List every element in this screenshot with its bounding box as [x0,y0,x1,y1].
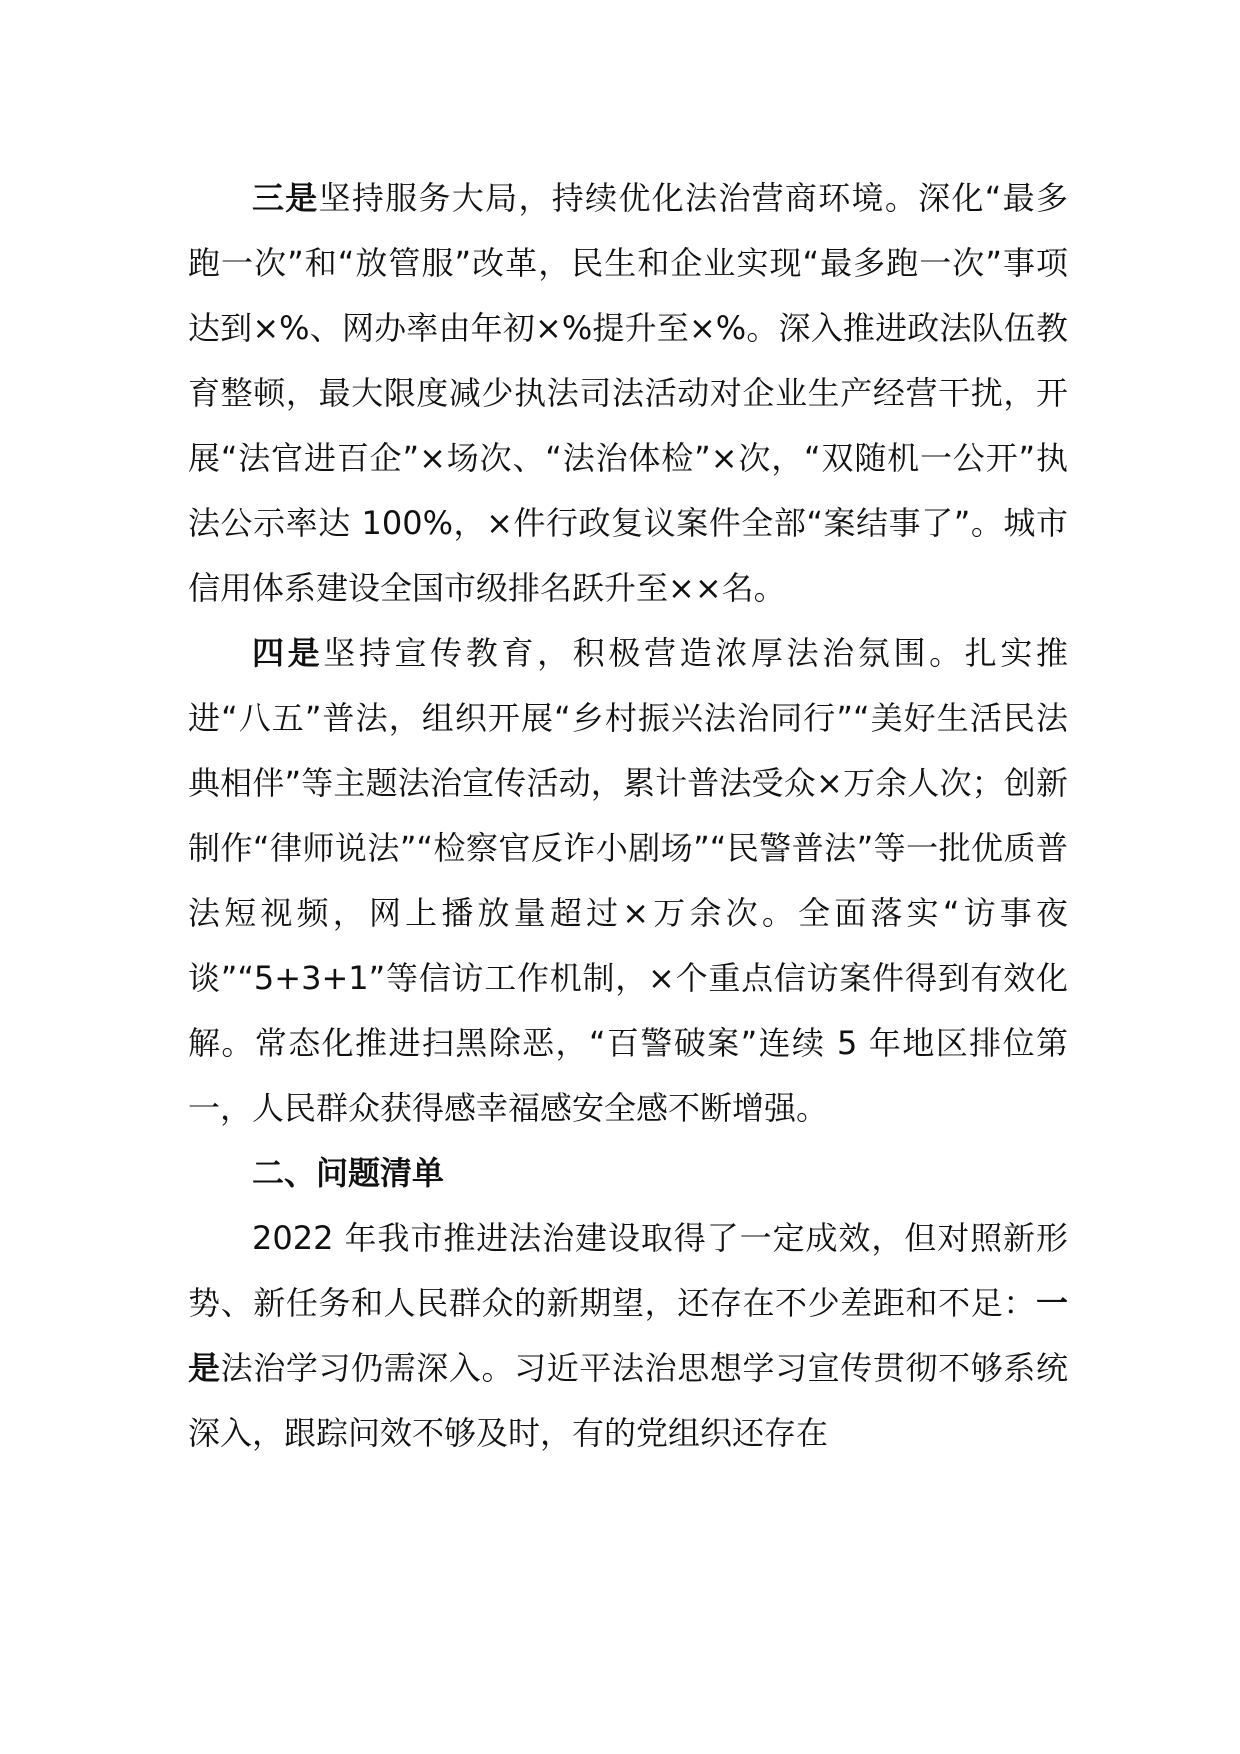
section-heading: 二、问题清单 [252,1154,445,1192]
document-body [188,166,1068,1466]
paragraph-problem-list [188,1206,1068,1466]
paragraph-text: 2022 年我市推进法治建设取得了一定成效，但对照新形势、新任务和人民群众的新期望，还存在不少差距和不足： [188,1219,1068,1322]
paragraph-lead: 四是 [252,634,324,672]
paragraph-text: 坚持宣传教育，积极营造浓厚法治氛围。扎实推进“八五”普法，组织开展“乡村振兴法治同行”“美好生活民法典相伴”等主题法治宣传活动，累计普法受众×万余人次；创新制作“律师说法”“检察官反诈小剧场”“民警普法”等一批优质普法短视频，网上播放量超过×万余次。全面落实“访事夜谈”“5+3+1”等信访工作机制，×个重点信访案件得到有效化解。常态化推进扫黑除恶，“百警破案”连续 5 年地区排位第一，人民群众获得感幸福感安全感不断增强。 [188,634,1068,1127]
paragraph-text: 法治学习仍需深入。习近平法治思想学习宣传贯彻不够系统深入，跟踪问效不够及时，有的党组织还存在 [188,1349,1068,1452]
paragraph-publicity-education [188,621,1068,1141]
paragraph-lead: 一是 [188,1284,1068,1387]
paragraph-business-environment [188,166,1068,621]
paragraph-text: 坚持服务大局，持续优化法治营商环境。深化“最多跑一次”和“放管服”改革，民生和企业实现“最多跑一次”事项达到×%、网办率由年初×%提升至×%。深入推进政法队伍教育整顿，最大限度减少执法司法活动对企业生产经营干扰，开展“法官进百企”×场次、“法治体检”×次，“双随机一公开”执法公示率达 100%，×件行政复议案件全部“案结事了”。城市信用体系建设全国市级排名跃升至××名。 [188,179,1068,607]
paragraph-lead: 三是 [252,179,319,217]
